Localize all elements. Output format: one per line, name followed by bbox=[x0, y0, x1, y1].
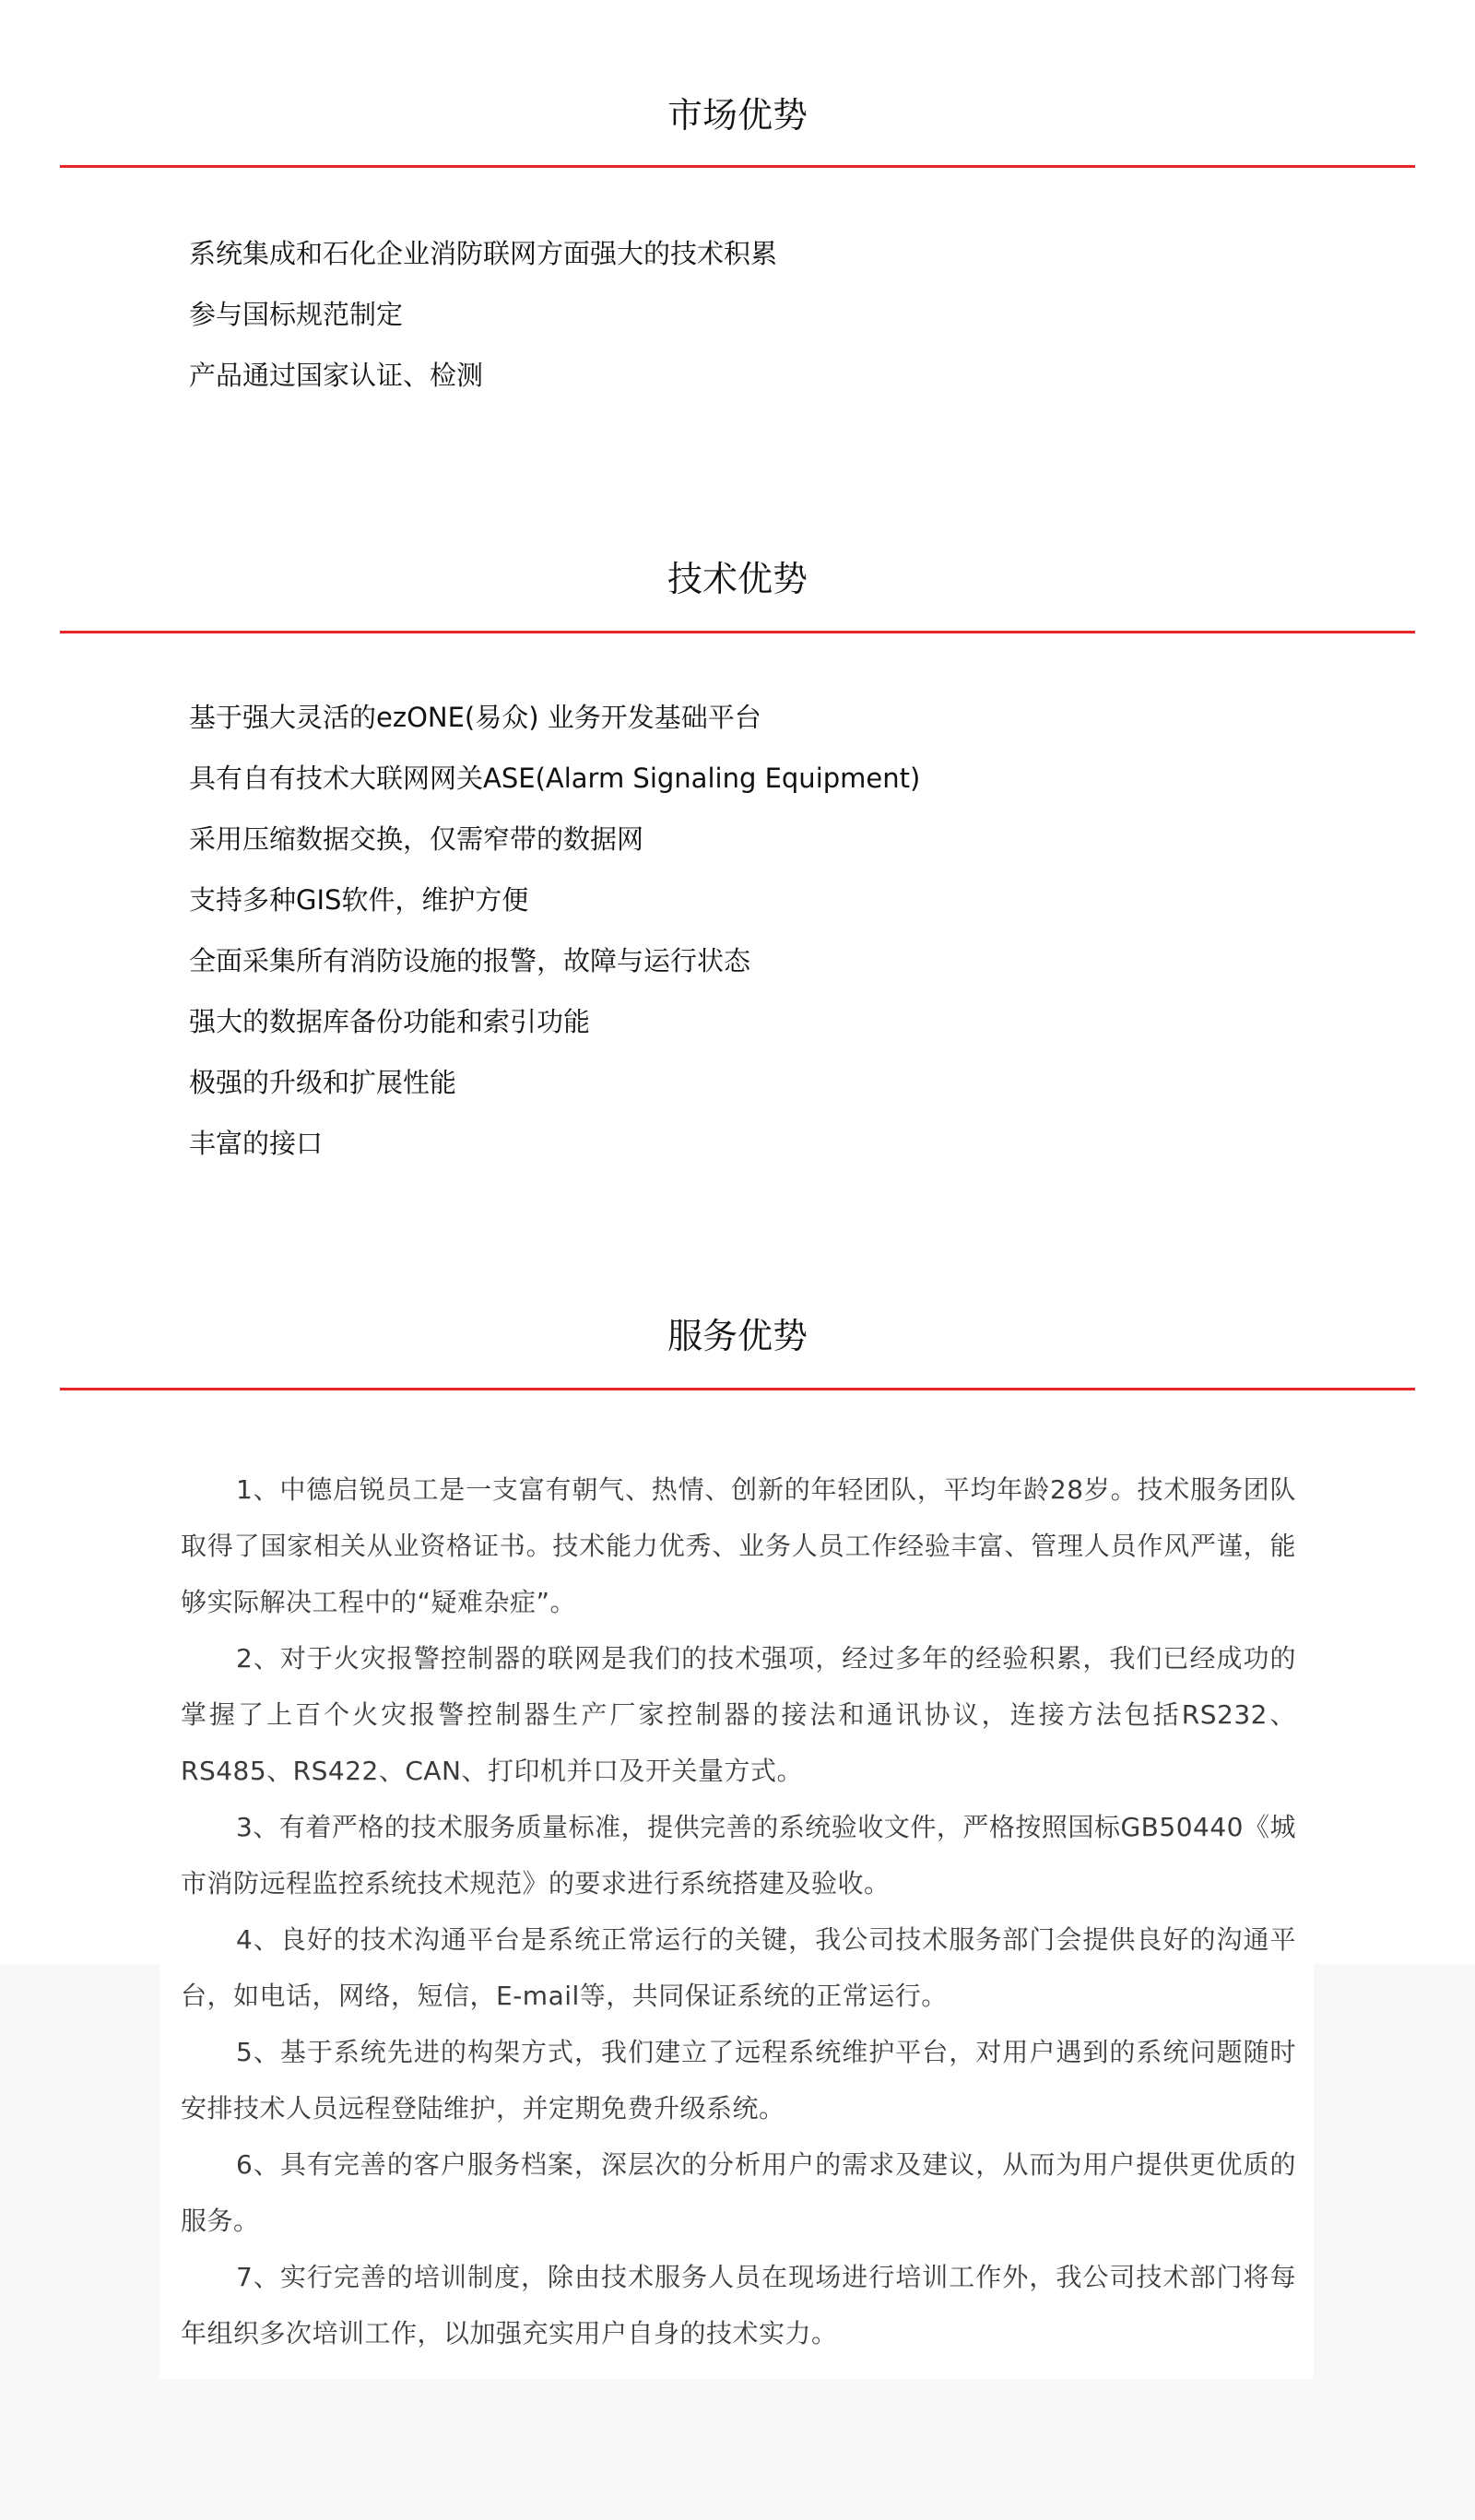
list-item: 丰富的接口 bbox=[189, 1128, 324, 1159]
tech-advantages-list bbox=[189, 687, 920, 1174]
service-paragraph: 5、基于系统先进的构架方式，我们建立了远程系统维护平台，对用户遇到的系统问题随时安排技术人员远程登陆维护，并定期免费升级系统。 bbox=[181, 2037, 1296, 2124]
market-advantages-list bbox=[189, 223, 777, 406]
service-section-title: 服务优势 bbox=[667, 1316, 808, 1356]
service-paragraph: 1、中德启锐员工是一支富有朝气、热情、创新的年轻团队，平均年龄28岁。技术服务团队取得了国家相关从业资格证书。技术能力优秀、业务人员工作经验丰富、管理人员作风严谨，能够实际解决工程中的“疑难杂症”。 bbox=[181, 1474, 1296, 1617]
list-item: 极强的升级和扩展性能 bbox=[189, 1067, 457, 1098]
list-item: 强大的数据库备份功能和索引功能 bbox=[189, 1006, 591, 1037]
service-paragraph: 6、具有完善的客户服务档案，深层次的分析用户的需求及建议，从而为用户提供更优质的服务。 bbox=[181, 2149, 1296, 2236]
tech-section-title: 技术优势 bbox=[667, 559, 808, 599]
list-item: 产品通过国家认证、检测 bbox=[189, 360, 484, 391]
market-section-divider bbox=[60, 165, 1415, 168]
service-paragraph: 4、良好的技术沟通平台是系统正常运行的关键，我公司技术服务部门会提供良好的沟通平台，如电话，网络，短信，E-mail等，共同保证系统的正常运行。 bbox=[181, 1924, 1296, 2011]
tech-section-divider bbox=[60, 631, 1415, 633]
list-item: 基于强大灵活的ezONE(易众) 业务开发基础平台 bbox=[189, 702, 761, 733]
list-item: 系统集成和石化企业消防联网方面强大的技术积累 bbox=[189, 238, 778, 269]
service-advantages-list bbox=[181, 1461, 1296, 2361]
service-section-divider bbox=[60, 1388, 1415, 1390]
service-paragraph: 2、对于火灾报警控制器的联网是我们的技术强项，经过多年的经验积累，我们已经成功的掌握了上百个火灾报警控制器生产厂家控制器的接法和通讯协议，连接方法包括RS232、RS485、RS422、CAN、打印机并口及开关量方式。 bbox=[181, 1643, 1296, 1786]
market-section-title: 市场优势 bbox=[667, 95, 808, 136]
service-paragraph: 3、有着严格的技术服务质量标准，提供完善的系统验收文件，严格按照国标GB50440《城市消防远程监控系统技术规范》的要求进行系统搭建及验收。 bbox=[181, 1812, 1296, 1899]
list-item: 全面采集所有消防设施的报警，故障与运行状态 bbox=[189, 945, 751, 976]
list-item: 参与国标规范制定 bbox=[189, 299, 404, 330]
list-item: 具有自有技术大联网网关ASE(Alarm Signaling Equipment) bbox=[189, 763, 921, 794]
service-paragraph: 7、实行完善的培训制度，除由技术服务人员在现场进行培训工作外，我公司技术部门将每年组织多次培训工作，以加强充实用户自身的技术实力。 bbox=[181, 2262, 1296, 2348]
list-item: 采用压缩数据交换，仅需窄带的数据网 bbox=[189, 823, 644, 855]
list-item: 支持多种GIS软件，维护方便 bbox=[189, 884, 529, 916]
